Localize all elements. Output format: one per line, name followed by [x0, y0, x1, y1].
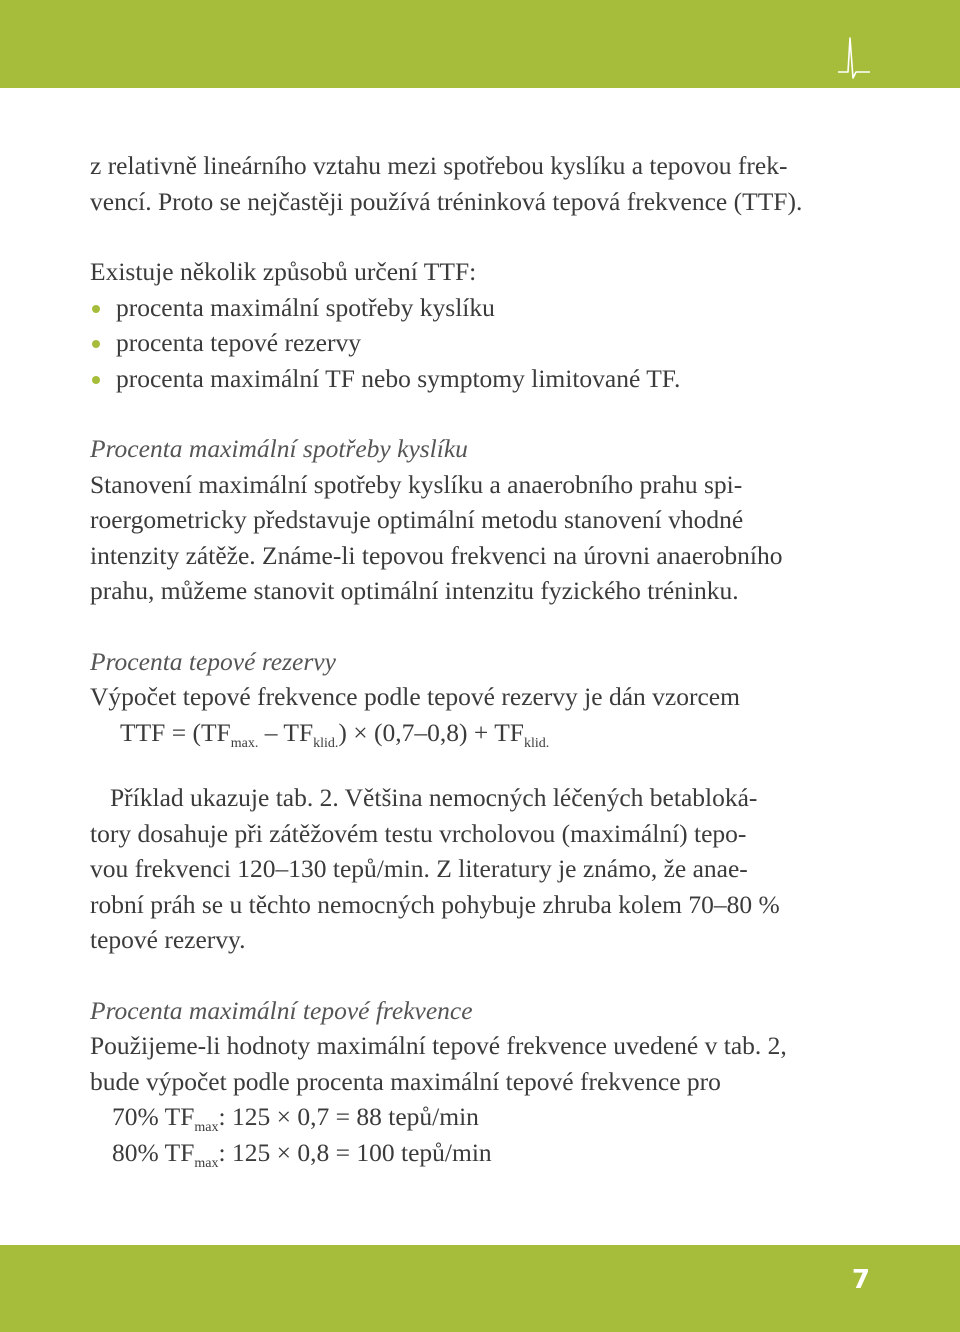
- paragraph-line: roergometricky představuje optimální metodu stanovení vhodné: [90, 505, 744, 534]
- list-item: procenta tepové rezervy: [90, 325, 870, 361]
- ecg-pulse-icon: [836, 36, 872, 82]
- paragraph-line: tory dosahuje při zátěžovém testu vrcholovou (maximální) tepo-: [90, 818, 747, 848]
- list-item: procenta maximální spotřeby kyslíku: [90, 290, 870, 326]
- calc-80: 80% $TF_{max}$: 125 × 0,8 = 100 tepů/min: [112, 1137, 492, 1171]
- paragraph-line: bude výpočet podle procenta maximální tepové frekvence pro: [90, 1066, 721, 1096]
- page-number: 7: [851, 1265, 870, 1295]
- list-item: procenta maximální TF nebo symptomy limitované TF.: [90, 361, 870, 397]
- paragraph-line: Použijeme-li hodnoty maximální tepové frekvence uvedené v tab. 2,: [90, 1031, 787, 1060]
- paragraph-line: prahu, můžeme stanovit optimální intenzitu fyzického tréninku.: [90, 576, 739, 605]
- calc-70: 70% $TF_{max}$: 125 × 0,7 = 88 tepů/min: [112, 1102, 479, 1135]
- bullet-icon: [92, 340, 100, 348]
- header-bar: [0, 0, 960, 88]
- section-heading-maxhr: Procenta maximální tepové frekvence: [90, 995, 473, 1025]
- paragraph-line: robní práh se u těchto nemocných pohybuje zhruba kolem 70–80 %: [90, 889, 780, 919]
- ttf-formula: TTF = $(TF_{max.} - TF_{klid.}) \times (0,7-0,8) + TF_{klid.}$: [120, 717, 550, 751]
- paragraph-line: Výpočet tepové frekvence podle tepové rezervy je dán vzorcem: [90, 682, 740, 711]
- bullet-icon: [92, 305, 100, 313]
- intro-line-2: vencí. Proto se nejčastěji používá tréninková tepová frekvence (TTF).: [90, 186, 803, 216]
- methods-list: [90, 290, 870, 397]
- section-heading-vo2: Procenta maximální spotřeby kyslíku: [90, 434, 468, 463]
- bullet-icon: [92, 376, 100, 384]
- section-heading-reserve: Procenta tepové rezervy: [90, 646, 336, 676]
- intro-line-1: z relativně lineárního vztahu mezi spotřebou kyslíku a tepovou frek-: [90, 151, 788, 180]
- paragraph-line: intenzity zátěže. Známe-li tepovou frekvenci na úrovni anaerobního: [90, 540, 783, 570]
- footer-bar: [0, 1245, 960, 1332]
- page-content: [90, 148, 870, 1170]
- methods-lead: Existuje několik způsobů určení TTF:: [90, 257, 477, 286]
- paragraph-line: vou frekvenci 120–130 tepů/min. Z literatury je známo, že anae-: [90, 854, 748, 883]
- paragraph-line: tepové rezervy.: [90, 925, 246, 954]
- paragraph-line: Stanovení maximální spotřeby kyslíku a anaerobního prahu spi-: [90, 469, 743, 499]
- paragraph-line: Příklad ukazuje tab. 2. Většina nemocných léčených betabloká-: [110, 783, 758, 812]
